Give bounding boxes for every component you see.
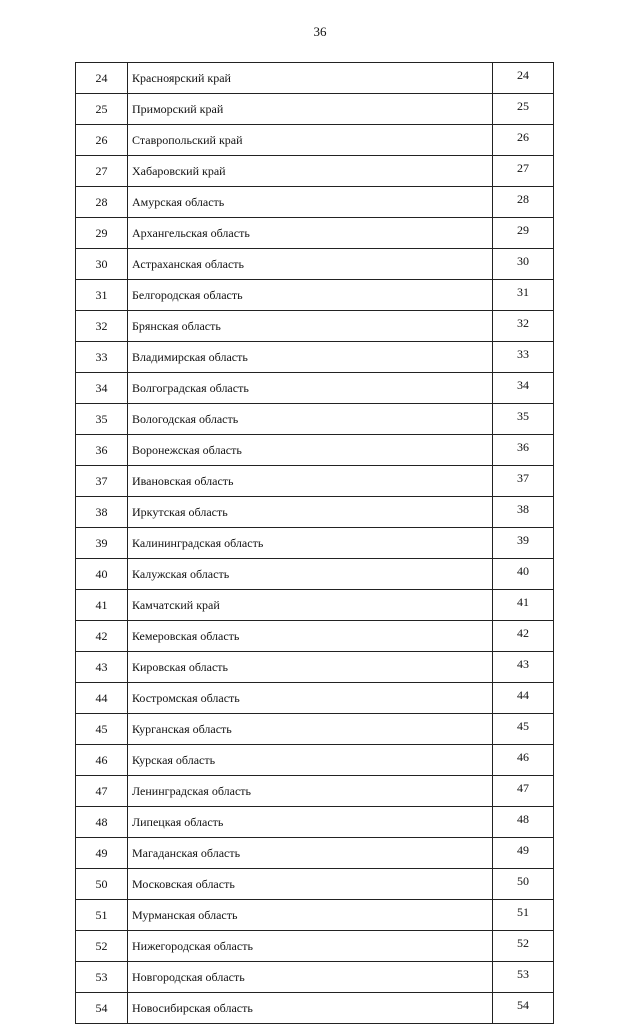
row-number-cell: 50 — [76, 869, 128, 900]
region-name-cell: Воронежская область — [128, 435, 493, 466]
row-number-cell: 36 — [76, 435, 128, 466]
row-number-cell: 54 — [76, 993, 128, 1024]
region-name-cell: Вологодская область — [128, 404, 493, 435]
row-number-cell: 35 — [76, 404, 128, 435]
region-name-cell: Липецкая область — [128, 807, 493, 838]
region-code-cell: 52 — [493, 931, 554, 962]
table-row — [76, 993, 554, 1024]
row-number-cell: 47 — [76, 776, 128, 807]
region-code-cell: 51 — [493, 900, 554, 931]
table-row — [76, 745, 554, 776]
region-name-cell: Красноярский край — [128, 63, 493, 94]
region-name-cell: Кемеровская область — [128, 621, 493, 652]
region-code-cell: 32 — [493, 311, 554, 342]
region-code-cell: 41 — [493, 590, 554, 621]
row-number-cell: 46 — [76, 745, 128, 776]
row-number-cell: 39 — [76, 528, 128, 559]
table-row — [76, 311, 554, 342]
table-row — [76, 683, 554, 714]
region-name-cell: Калужская область — [128, 559, 493, 590]
region-code-cell: 37 — [493, 466, 554, 497]
table-row — [76, 373, 554, 404]
region-table-body — [76, 63, 554, 1024]
region-code-cell: 34 — [493, 373, 554, 404]
table-row — [76, 776, 554, 807]
region-code-cell: 44 — [493, 683, 554, 714]
region-code-cell: 24 — [493, 63, 554, 94]
table-row — [76, 125, 554, 156]
row-number-cell: 38 — [76, 497, 128, 528]
region-name-cell: Нижегородская область — [128, 931, 493, 962]
region-code-cell: 46 — [493, 745, 554, 776]
region-name-cell: Мурманская область — [128, 900, 493, 931]
row-number-cell: 48 — [76, 807, 128, 838]
table-row — [76, 342, 554, 373]
region-code-cell: 39 — [493, 528, 554, 559]
region-name-cell: Ивановская область — [128, 466, 493, 497]
row-number-cell: 44 — [76, 683, 128, 714]
region-name-cell: Новгородская область — [128, 962, 493, 993]
row-number-cell: 31 — [76, 280, 128, 311]
region-code-cell: 45 — [493, 714, 554, 745]
region-name-cell: Ставропольский край — [128, 125, 493, 156]
region-name-cell: Архангельская область — [128, 218, 493, 249]
table-row — [76, 931, 554, 962]
row-number-cell: 29 — [76, 218, 128, 249]
region-name-cell: Владимирская область — [128, 342, 493, 373]
table-row — [76, 528, 554, 559]
row-number-cell: 32 — [76, 311, 128, 342]
table-row — [76, 559, 554, 590]
region-name-cell: Белгородская область — [128, 280, 493, 311]
row-number-cell: 51 — [76, 900, 128, 931]
table-row — [76, 652, 554, 683]
region-code-cell: 38 — [493, 497, 554, 528]
table-row — [76, 249, 554, 280]
region-code-cell: 49 — [493, 838, 554, 869]
table-row — [76, 435, 554, 466]
table-row — [76, 156, 554, 187]
table-row — [76, 404, 554, 435]
region-name-cell: Приморский край — [128, 94, 493, 125]
region-code-cell: 29 — [493, 218, 554, 249]
region-name-cell: Новосибирская область — [128, 993, 493, 1024]
region-name-cell: Брянская область — [128, 311, 493, 342]
region-code-cell: 47 — [493, 776, 554, 807]
region-code-cell: 28 — [493, 187, 554, 218]
region-code-cell: 25 — [493, 94, 554, 125]
region-code-cell: 30 — [493, 249, 554, 280]
row-number-cell: 53 — [76, 962, 128, 993]
region-code-cell: 26 — [493, 125, 554, 156]
region-name-cell: Костромская область — [128, 683, 493, 714]
region-code-cell: 35 — [493, 404, 554, 435]
table-row — [76, 590, 554, 621]
region-code-cell: 40 — [493, 559, 554, 590]
region-name-cell: Курская область — [128, 745, 493, 776]
row-number-cell: 49 — [76, 838, 128, 869]
region-name-cell: Амурская область — [128, 187, 493, 218]
table-row — [76, 900, 554, 931]
region-code-cell: 43 — [493, 652, 554, 683]
row-number-cell: 40 — [76, 559, 128, 590]
page-number: 36 — [313, 24, 327, 39]
row-number-cell: 42 — [76, 621, 128, 652]
region-name-cell: Магаданская область — [128, 838, 493, 869]
region-name-cell: Хабаровский край — [128, 156, 493, 187]
region-code-cell: 33 — [493, 342, 554, 373]
region-code-cell: 36 — [493, 435, 554, 466]
table-row — [76, 807, 554, 838]
region-table — [75, 62, 554, 1024]
region-name-cell: Камчатский край — [128, 590, 493, 621]
region-code-cell: 50 — [493, 869, 554, 900]
row-number-cell: 25 — [76, 94, 128, 125]
table-row — [76, 714, 554, 745]
table-row — [76, 869, 554, 900]
row-number-cell: 43 — [76, 652, 128, 683]
region-name-cell: Кировская область — [128, 652, 493, 683]
row-number-cell: 45 — [76, 714, 128, 745]
table-row — [76, 187, 554, 218]
row-number-cell: 26 — [76, 125, 128, 156]
row-number-cell: 41 — [76, 590, 128, 621]
region-code-cell: 54 — [493, 993, 554, 1024]
table-row — [76, 838, 554, 869]
table-row — [76, 280, 554, 311]
table-row — [76, 218, 554, 249]
region-name-cell: Иркутская область — [128, 497, 493, 528]
row-number-cell: 24 — [76, 63, 128, 94]
region-name-cell: Астраханская область — [128, 249, 493, 280]
row-number-cell: 34 — [76, 373, 128, 404]
row-number-cell: 30 — [76, 249, 128, 280]
region-code-cell: 31 — [493, 280, 554, 311]
region-name-cell: Московская область — [128, 869, 493, 900]
region-code-cell: 53 — [493, 962, 554, 993]
table-row — [76, 94, 554, 125]
row-number-cell: 28 — [76, 187, 128, 218]
region-name-cell: Калининградская область — [128, 528, 493, 559]
table-row — [76, 466, 554, 497]
region-name-cell: Курганская область — [128, 714, 493, 745]
row-number-cell: 37 — [76, 466, 128, 497]
row-number-cell: 27 — [76, 156, 128, 187]
region-name-cell: Волгоградская область — [128, 373, 493, 404]
region-name-cell: Ленинградская область — [128, 776, 493, 807]
table-row — [76, 63, 554, 94]
table-row — [76, 497, 554, 528]
table-row — [76, 962, 554, 993]
table-row — [76, 621, 554, 652]
region-code-cell: 42 — [493, 621, 554, 652]
row-number-cell: 33 — [76, 342, 128, 373]
region-code-cell: 48 — [493, 807, 554, 838]
region-code-cell: 27 — [493, 156, 554, 187]
row-number-cell: 52 — [76, 931, 128, 962]
